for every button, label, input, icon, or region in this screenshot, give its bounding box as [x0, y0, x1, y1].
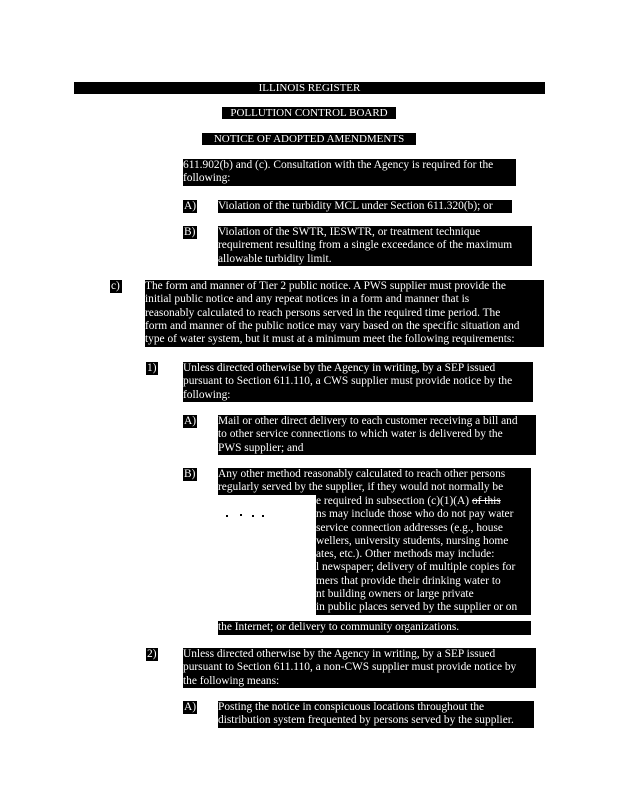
text-line: the following means:: [183, 674, 280, 687]
text-line: requirement resulting from a single exceedance of the maximum: [218, 239, 513, 252]
struck-text: of this: [471, 495, 501, 507]
register-header-bar: [74, 82, 545, 94]
register-title: ILLINOIS REGISTER: [258, 82, 361, 94]
text-line: ates, etc.). Other methods may include:: [316, 548, 495, 561]
text-line: regularly served by the supplier, if they would not normally be: [218, 481, 504, 494]
item-a-turbidity: [218, 200, 512, 213]
item-1b-last-line: [218, 621, 531, 635]
item-1-cws: [183, 362, 533, 402]
text-line: nt building owners or large private: [316, 588, 474, 601]
item-b-swtr: [218, 226, 532, 266]
text-line: allowable turbidity limit.: [218, 252, 332, 265]
item-label: 1): [147, 362, 157, 374]
text-line: mers that provide their drinking water to: [316, 574, 501, 587]
scan-speck: [262, 515, 264, 517]
text-line: distribution system frequented by persons served by the supplier.: [218, 714, 514, 727]
text-line: PWS supplier; and: [218, 441, 304, 454]
redaction-gap: [218, 495, 316, 621]
item-1b-other-method: [218, 468, 531, 495]
item-2-non-cws: [183, 648, 536, 688]
text-line: Mail or other direct delivery to each customer receiving a bill and: [218, 415, 518, 427]
text-line: form and manner of the public notice may vary based on the specific situation and: [145, 319, 520, 332]
text-line: The form and manner of Tier 2 public notice. A PWS supplier must provide the: [145, 280, 506, 292]
item-label: A): [184, 200, 197, 212]
scan-speck: [240, 514, 242, 516]
scan-speck: [252, 515, 254, 517]
text-line: wellers, university students, nursing home: [316, 534, 509, 547]
item-label: B): [184, 468, 196, 480]
item-1b-visible-fragments: [316, 495, 531, 615]
item-1a-mail: [218, 415, 536, 455]
text-line: 611.902(b) and (c). Consultation with the Agency is required for the: [183, 159, 494, 171]
item-label: 2): [147, 648, 157, 660]
text-line: Unless directed otherwise by the Agency in writing, by a SEP issued: [183, 362, 496, 374]
text-line: ns may include those who do not pay water: [316, 508, 514, 521]
text-line: reasonably calculated to reach persons served in the required time period. The: [145, 306, 501, 319]
text-line: pursuant to Section 611.110, a non-CWS supplier must provide notice by: [183, 661, 517, 674]
text-line: following:: [183, 172, 231, 185]
notice-title: NOTICE OF ADOPTED AMENDMENTS: [202, 133, 416, 145]
text-line: the Internet; or delivery to community organizations.: [218, 621, 460, 633]
section-c-paragraph: [145, 280, 544, 347]
text-line: type of water system, but it must at a minimum meet the following requirements:: [145, 333, 515, 346]
text-line: Unless directed otherwise by the Agency in writing, by a SEP issued: [183, 648, 496, 660]
item-label: A): [184, 415, 197, 427]
text-line: [316, 495, 531, 508]
scan-speck: [226, 515, 228, 517]
text-line: Posting the notice in conspicuous locations throughout the: [218, 701, 485, 713]
section-label: c): [110, 280, 122, 293]
text-line: l newspaper; delivery of multiple copies for: [316, 561, 516, 574]
text-fragment: e required in subsection (c)(1)(A): [316, 495, 472, 507]
item-2a-posting: [218, 701, 534, 728]
text-line: Violation of the SWTR, IESWTR, or treatment technique: [218, 226, 481, 238]
board-title: POLLUTION CONTROL BOARD: [222, 107, 396, 119]
text-line: to other service connections to which water is delivered by the: [218, 428, 503, 441]
text-line: service connection addresses (e.g., house: [316, 521, 503, 534]
text-line: Violation of the turbidity MCL under Section 611.320(b); or: [218, 200, 493, 212]
text-line: Any other method reasonably calculated to reach other persons: [218, 468, 506, 480]
intro-paragraph: [183, 159, 516, 186]
item-label: A): [184, 701, 197, 713]
text-line: in public places served by the supplier or on: [316, 601, 518, 614]
item-label: B): [184, 226, 196, 238]
text-line: following:: [183, 388, 231, 401]
text-line: pursuant to Section 611.110, a CWS supplier must provide notice by the: [183, 375, 513, 388]
text-line: initial public notice and any repeat notices in a form and manner that is: [145, 293, 470, 306]
